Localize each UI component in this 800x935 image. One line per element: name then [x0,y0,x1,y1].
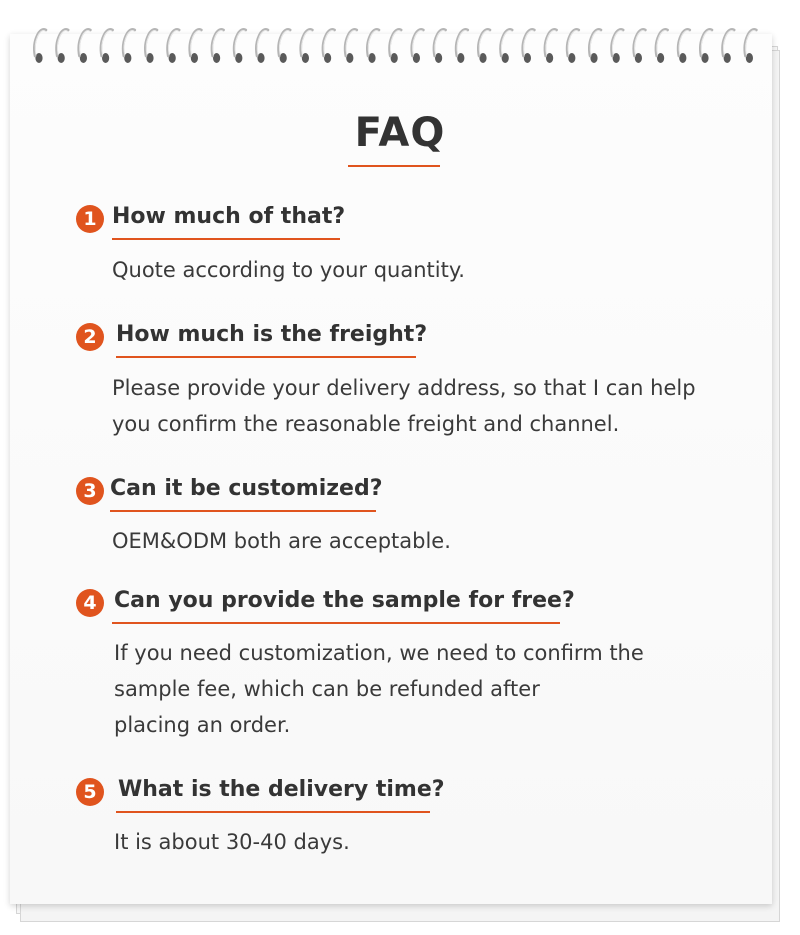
faq-answer-line: you confirm the reasonable freight and channel. [112,412,620,436]
question-underline [112,622,560,624]
question-underline [110,510,376,512]
spiral-binding-icon [0,0,800,80]
faq-answer-line: If you need customization, we need to confirm the [114,641,644,665]
question-underline [112,238,340,240]
number-badge: 5 [76,778,104,806]
faq-answer-line: OEM&ODM both are acceptable. [112,529,451,553]
question-underline [116,811,430,813]
faq-question: Can you provide the sample for free? [114,588,575,613]
faq-answer-line: Please provide your delivery address, so that I can help [112,376,696,400]
number-badge: 2 [76,323,104,351]
number-badge: 1 [76,205,104,233]
faq-answer-line: It is about 30-40 days. [114,830,350,854]
faq-answer-line: placing an order. [114,713,291,737]
faq-question: How much is the freight? [116,322,428,347]
faq-answer-line: Quote according to your quantity. [112,258,465,282]
page-title: FAQ [354,110,446,156]
number-badge: 3 [76,477,104,505]
faq-question: What is the delivery time? [118,777,445,802]
number-badge: 4 [76,589,104,617]
question-underline [116,356,416,358]
faq-question: Can it be customized? [110,476,383,501]
title-underline [348,165,440,167]
faq-question: How much of that? [112,204,346,229]
faq-answer-line: sample fee, which can be refunded after [114,677,540,701]
